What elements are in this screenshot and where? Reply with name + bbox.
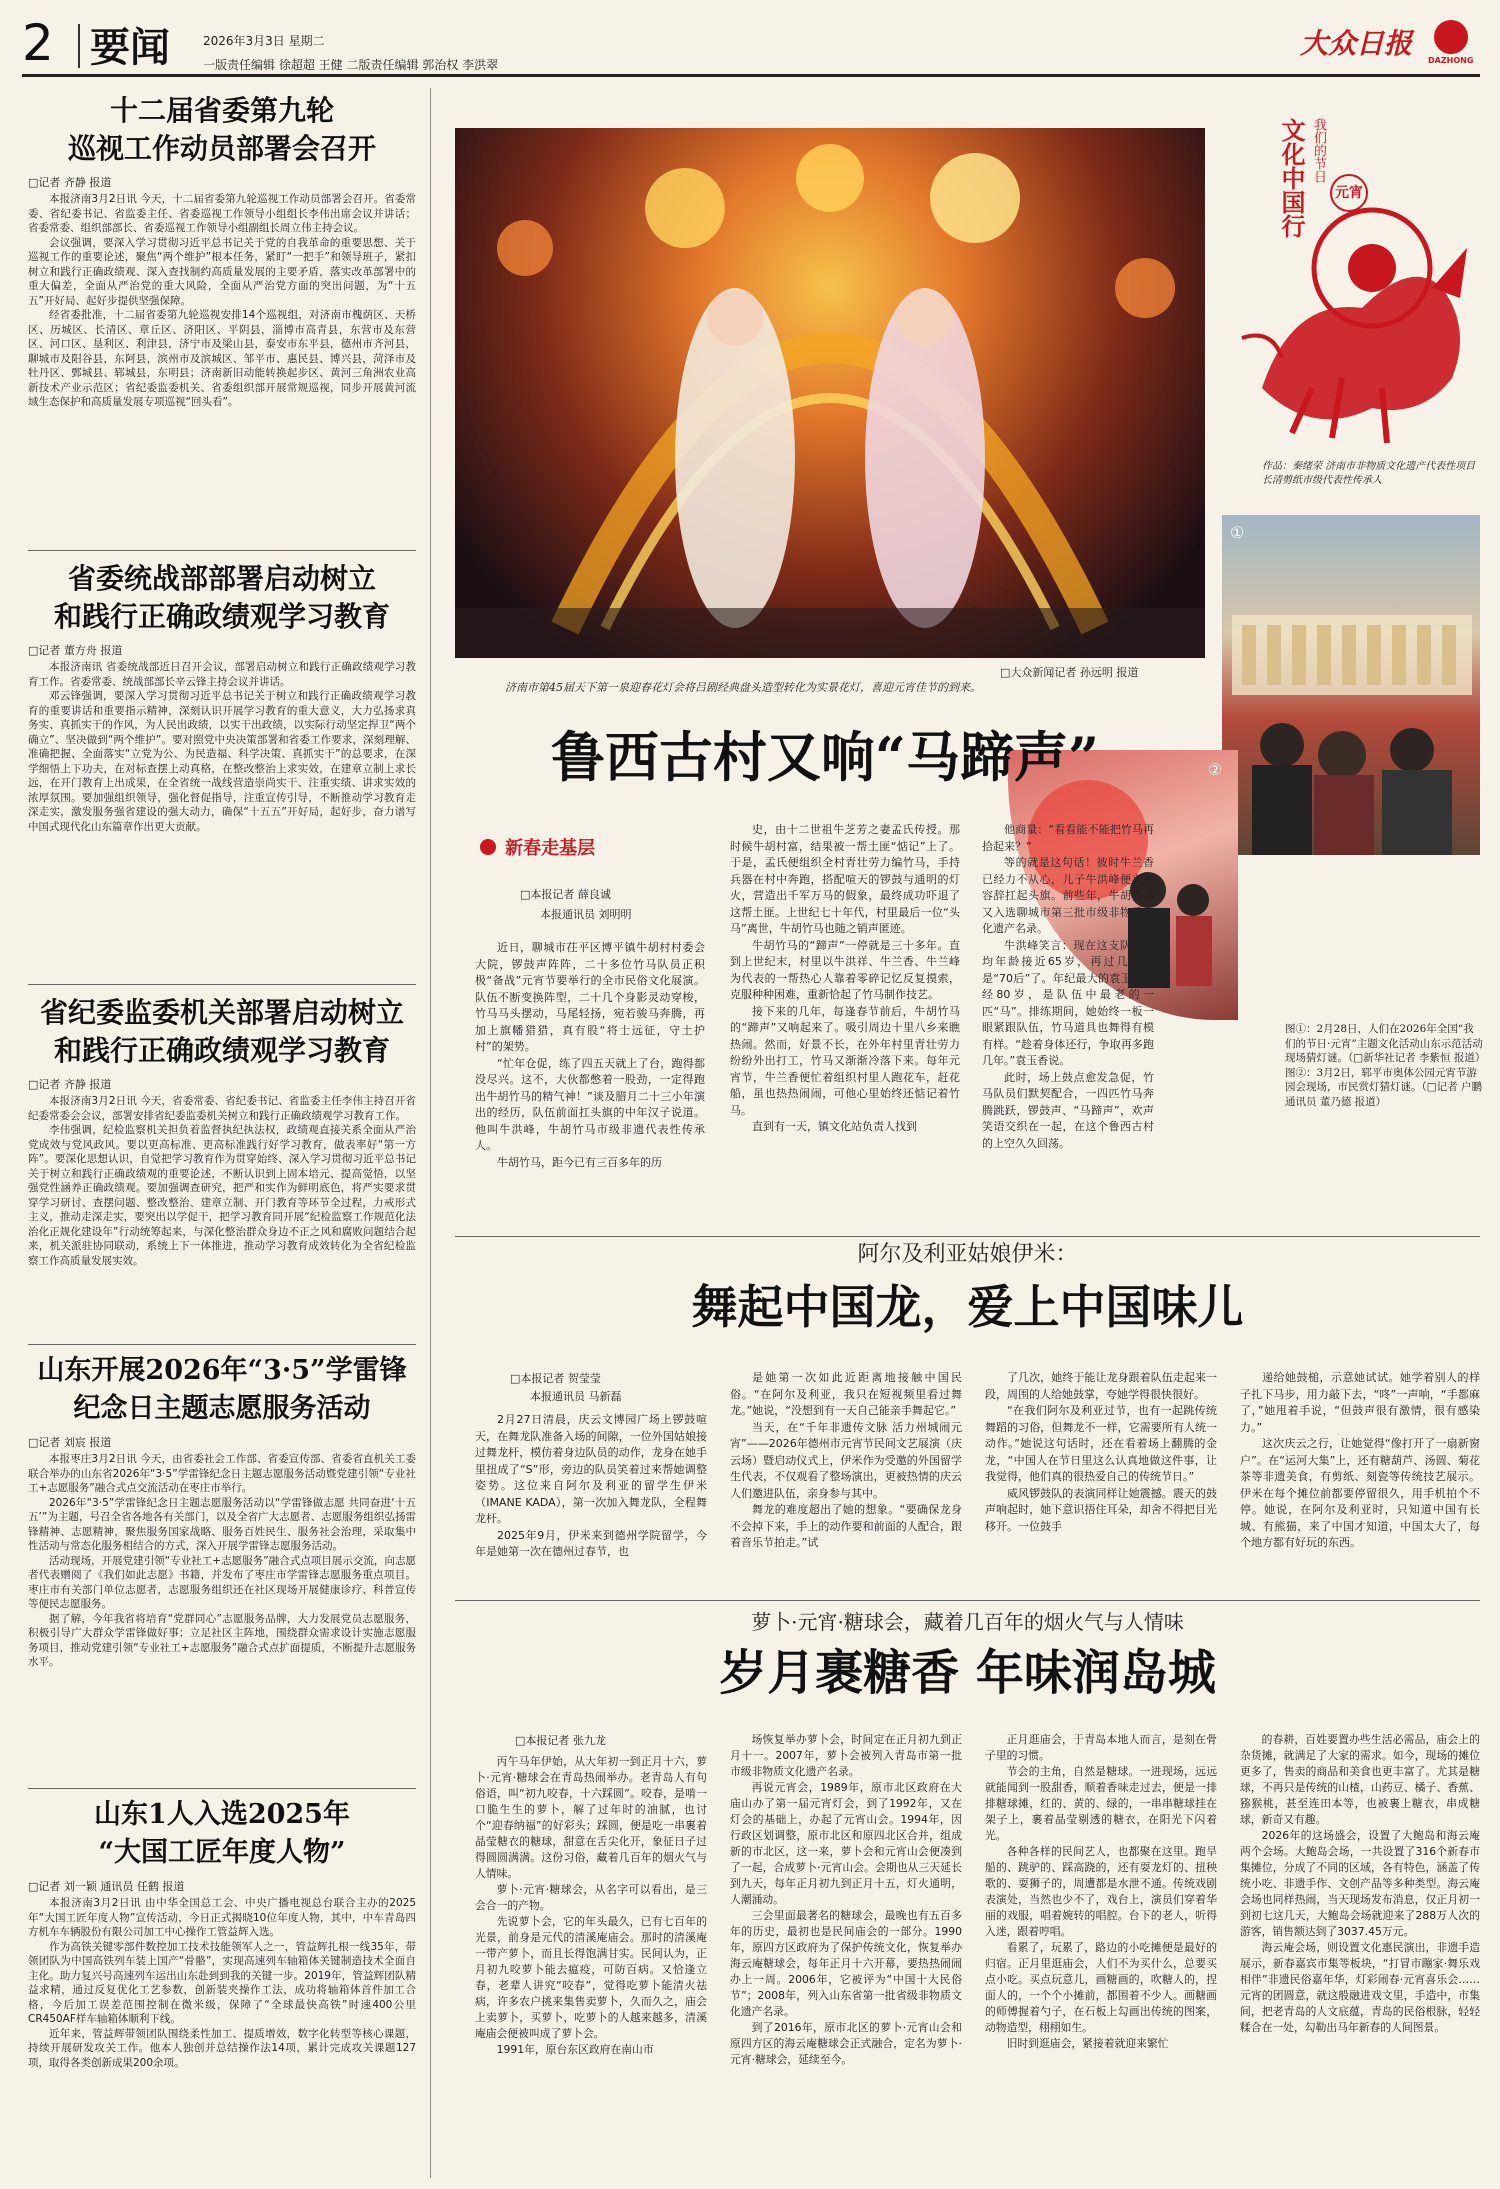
algeria-body-col3 — [985, 1370, 1217, 1535]
paragraph: 是她第一次如此近距离地接触中国民俗。“在阿尔及利亚，我只在短视频里看过舞龙。”她说，“没想到有一天自己能亲手舞起它。” — [730, 1371, 962, 1417]
paragraph: 场恢复举办萝卜会，时间定在正月初九到正月十一。2007年，萝卜会被列入青岛市第一批市级非物质文化遗产名录。 — [730, 1733, 962, 1778]
lantern-riddle-photo-1 — [1222, 515, 1480, 855]
section-divider — [28, 984, 416, 985]
article-body — [28, 660, 416, 834]
paragraph: 近日，聊城市茌平区博平镇牛胡村村委会大院，锣鼓声阵阵，二十多位竹马队员正积极“备战”元宵节要举行的全市民俗文化展演。队伍不断变换阵型，二十几个身影灵动穿梭，竹马马头摆动，马尾轻扬，宛若骏马奔腾，再加上旗幡猎猎，真有股“将士远征，守土护村”的架势。 — [475, 941, 705, 1053]
paragraph: 威风锣鼓队的表演同样让她震撼。震天的鼓声响起时，她下意识捂住耳朵，却舍不得把目光移开。一位鼓手 — [985, 1486, 1217, 1533]
lantern-riddle-caption: 图①：2月28日，人们在2026年全国“我们的节日·元宵”主题文化活动山东示范活动现场猜灯谜。（□新华社记者 李紫恒 报道）图②：3月2日，郓平市奥体公园元宵节游园会现场，市民赏灯猜灯谜。（□记者 户鹏 通讯员 董乃德 报道） — [1285, 1023, 1483, 1108]
paragraph: 2月27日清晨，庆云文博园广场上锣鼓喧天，在舞龙队准备入场的间隙，一位外国姑娘接过舞龙杆，模仿着身边队员的动作，龙身在她手里扭成了“S”形，旁边的队员笑着过来帮她调整姿势。这位来自阿尔及利亚的留学生伊米（IMANE KADA），第一次加入舞龙队，全程舞龙杆。 — [475, 1413, 707, 1525]
paragraph: “忙年仓促，练了四五天就上了台，跑得都没尽兴。这不，大伙都憋着一股劲，一定得跑出牛胡竹马的精气神！”谈及腊月二十三小年演出的经历，队伍前面扛头旗的中年汉子说道。他叫牛洪峰，牛胡竹马市级非遗代表性传承人。 — [475, 1056, 705, 1152]
byline: □记者 刘一颖 通讯员 任鹤 报道 — [28, 1880, 185, 1893]
paragraph: 2026年的这场盛会，设置了大鲍岛和海云庵两个会场。大鲍岛会场，一共设置了316个新春市集摊位，分成了不同的区域，各有特色，涵盖了传统小吃、非遗手作、文创产品等多种类型。海云庵会场也同样热闹，当天现场发布消息，仅正月初一到初七这几天，大鲍岛会场就迎来了288万人次的游客，销售额达到了3037.45万元。 — [1240, 1829, 1480, 1938]
paper-emblem-icon — [1434, 20, 1468, 54]
article-discipline — [28, 994, 416, 1268]
qingdao-headline: 岁月裹糖香 年味润岛城 — [719, 1645, 1216, 1701]
feature-byline-2: 本报通讯员 刘明明 — [540, 908, 632, 921]
article-united-front — [28, 560, 416, 834]
lantern-photo-credit: □大众新闻记者 孙远明 报道 — [1000, 666, 1139, 679]
papercut-panel — [1222, 118, 1482, 508]
feature-body-col3 — [982, 822, 1154, 1152]
paragraph: 直到有一天，镇文化站负责人找到 — [752, 1120, 917, 1133]
algeria-kicker: 阿尔及利亚姑娘伊米： — [857, 1242, 1078, 1267]
byline: □记者 齐静 报道 — [28, 176, 112, 189]
headline-line2: 和践行正确政绩观学习教育 — [53, 600, 390, 633]
section-divider — [28, 1788, 416, 1789]
paragraph: 丙午马年伊始，从大年初一到正月十六，萝卜·元宵·糖球会在青岛热闹举办。老青岛人有句俗语，叫“初九咬春，十六踩圆”。咬春，是啃一口脆生生的萝卜，解了过年时的油腻，也讨个“迎春纳福”的好彩头；踩圆，便是吃一串裹着晶莹糖衣的糖球，甜意在舌尖化开，象征日子过得圆圆满满。这份习俗，藏着几百年的烟火气与人情味。 — [475, 1755, 707, 1880]
paragraph: 节会的主角，自然是糖球。一进现场，远远就能闻到一股甜香，顺着香味走过去，便是一排排糖球摊，红的、黄的、绿的，一串串糖球挂在架子上，裹着晶莹剔透的糖衣，在阳光下闪着光。 — [985, 1765, 1217, 1842]
qingdao-body-col2 — [730, 1732, 962, 2068]
headline-line1: 山东1人入选2025年 — [94, 1799, 350, 1830]
lantern-photo-caption: 济南市第45届天下第一泉迎春花灯会将吕剧经典盘头造型转化为实景花灯，喜迎元宵佳节的到来。 — [505, 681, 981, 694]
article-body — [28, 1896, 416, 2070]
headline-line2: 纪念日主题志愿服务活动 — [73, 1393, 371, 1424]
section-divider — [455, 1236, 1480, 1237]
lantern-scene-illustration — [455, 128, 1205, 658]
byline: □记者 齐静 报道 — [28, 1078, 112, 1091]
paragraph: 本报济南3月2日讯 由中华全国总工会、中央广播电视总台联合主办的2025年“大国工匠年度人物”宣传活动，今日正式揭晓10位年度人物，其中，中车青岛四方机车车辆股份有限公司加工中心操作工管益辉入选。 — [28, 1897, 416, 1938]
headline-line2: 巡视工作动员部署会召开 — [67, 132, 376, 165]
paragraph: 当天，在“千年非遗传文脉 活力州城闹元宵”——2026年德州市元宵节民间文艺展演（庆云场）暨启动仪式上，伊米作为受邀的外国留学生代表，不仅观看了整场演出，更被热情的庆云人们邀进队伍，亲身参与其中。 — [730, 1420, 962, 1500]
masthead-divider — [78, 24, 80, 68]
paragraph: 到了2016年，原市北区的萝卜·元宵山会和原四方区的海云庵糖球会正式融合，定名为萝卜·元宵·糖球会，延续至今。 — [730, 2021, 962, 2066]
paragraph: 本报济南讯 省委统战部近日召开会议，部署启动树立和践行正确政绩观学习教育工作。省委常委、统战部部长辛云锋主持会议并讲话。 — [28, 661, 416, 688]
article-inspection — [28, 88, 416, 410]
paragraph: 接下来的几年，每逢春节前后，牛胡竹马的“蹄声”又响起来了。吸引周边十里八乡来瞧热闹。然而，好景不长，在外年村里青壮劳力纷纷外出打工，竹马又渐渐冷落下来。每年元宵节，牛兰香便忙着组织村里人跑花车，赶花船，虽也热热闹闹，可他心里始终还惦记着竹马。 — [730, 1004, 960, 1117]
paragraph: 他商量：“看看能不能把竹马再拾起来？” — [982, 823, 1154, 853]
paragraph: 旧时到逛庙会，紧接着就迎来繁忙 — [1006, 2037, 1169, 2050]
horse-papercut-illustration — [1222, 138, 1482, 448]
algeria-body-col4 — [1240, 1370, 1480, 1552]
feature-body-col2 — [730, 822, 960, 1136]
paragraph: 1991年，原台东区政府在南山市 — [496, 2043, 654, 2056]
paragraph: 正月逛庙会，于青岛本地人而言，是刻在骨子里的习惯。 — [985, 1733, 1217, 1762]
paper-name: 大众日报 — [1300, 27, 1413, 60]
page-number: 2 — [22, 14, 54, 72]
algeria-body-col2 — [730, 1370, 962, 1552]
paragraph: 邓云锋强调，要深入学习贯彻习近平总书记关于树立和践行正确政绩观学习教育的重要讲话和重要指示精神，深刻认识开展学习教育的重大意义，大力弘扬求真务实、真抓实干的作风，为人民出政绩，以实干出政绩，以实际行动坚定捍卫“两个确立”、坚决做到“两个维护”。要对照党中央决策部署和省委工作要求，深刻理解、准确把握、全面落实“立党为公、为民造福、科学决策、真抓实干”的总要求，在深学细悟上下功夫，在对标查摆上动真格，在整改整治上求实效，在建章立制上求长远，在开门教育上出成果，在全省统一战线营造崇尚实干、注重实绩、讲求实效的浓厚氛围。要加强组织领导，强化督促指导，注重宣传引导，不断推动学习教育走深走实，激发服务强省建设的强大动力，确保“十五五”开好局，起好步，奋力谱写中国式现代化山东篇章作出更大贡献。 — [28, 690, 416, 833]
paragraph: 李伟强调，纪检监察机关担负着监督执纪执法权，政绩观直接关系全面从严治党成效与党风政风。要以更高标准、更高标准践行好学习教育，做表率好“第一方阵”。要深化思想认识，自觉把学习教育作为贯穿始终、深入学习贯彻习近平总书记关于树立和践行正确政绩观的重要论述，不断认识到上固本培元、提高觉悟，以坚强党性涵养正确政绩观。要加强调查研究，把严和实作为鲜明底色，将严实要求贯穿学习研讨、查摆问题、整改整治、建章立制、开门教育等环节全过程，力戒形式主义，推动走深走实，要突出以学促干，把学习教育同开展“纪检监察工作规范化法治化正规化建设年”行动统筹起来，与深化整治群众身边不正之风和腐败问题结合起来，机关派驻协同联动，系统上下一体推进，推动学习教育成效转化为全省纪检监察工作高质量发展实效。 — [28, 1124, 416, 1267]
qingdao-body-col4 — [1240, 1732, 1480, 2036]
section-divider — [28, 1344, 416, 1345]
papercut-caption: 作品：秦绪荣 济南市非物质文化遗产代表性项目长清剪纸市级代表性传承人 — [1262, 461, 1476, 486]
column-badge-vertical-1: 我们的节日 — [1311, 118, 1326, 183]
headline-line1: 省委统战部部署启动树立 — [67, 562, 376, 595]
paragraph: 了几次，她终于能让龙身跟着队伍走起来一段，周围的人给她鼓掌，夸她学得很快很好。 — [985, 1371, 1217, 1401]
left-column — [28, 88, 416, 2183]
paragraph: 近年来，管益辉带领团队围绕柔性加工、提质增效，数字化转型等核心课题，持续开展研发攻关工作。他本人独创并总结操作法14项，累计完成攻关课题127项，取得各类创新成果200余项。 — [28, 2027, 416, 2069]
paragraph: 三会里面最著名的糖球会，最晚也有五百多年的历史，最初也是民间庙会的一部分。1990年，原四方区政府为了保护传统文化，恢复举办海云庵糖球会，每年正月十六开幕，要热热闹闹办上一周。2006年，它被评为“中国十大民俗节”；2008年，列入山东省第一批省级非物质文化遗产名录。 — [730, 1909, 962, 2018]
paragraph: 本报济南3月2日讯 今天，十二届省委第九轮巡视工作动员部署会召开。省委常委、省纪委书记、省监委主任、省委巡视工作领导小组组长李伟出席会议并讲话；省委常委、组织部部长、省委巡视工作领导小组副组长周立伟主持会议。 — [28, 193, 416, 234]
lantern-photo — [455, 128, 1205, 658]
paragraph: 先说萝卜会，它的年头最久，已有七百年的光景，前身是元代的清溪庵庙会。那时的清溪庵一带产萝卜，而且长得饱满甘实。民间认为，正月初九咬萝卜能去瘟疫，可防百病。又恰逢立春，老辈人讲究“咬春”，觉得吃萝卜能清火祛病，许多农户挑来集售卖萝卜，久而久之，庙会上卖萝卜，买萝卜，吃萝卜的人越来越多，清溪庵庙会便被叫成了萝卜会。 — [475, 1915, 707, 2040]
algeria-headline: 舞起中国龙，爱上中国味儿 — [691, 1280, 1244, 1334]
qingdao-byline: □本报记者 张九龙 — [515, 1734, 606, 1747]
paragraph: 牛胡竹马，距今已有三百多年的历 — [497, 1155, 662, 1169]
paragraph: 经省委批准，十二届省委第九轮巡视安排14个巡视组，对济南市槐荫区、天桥区、历城区、长清区、章丘区、济阳区、平阴县，淄博市高青县，东营市及东营区、河口区、垦利区、利津县，济宁市及梁山县，泰安市东平县，德州市齐河县，聊城市及阳谷县，东阿县，滨州市及滨城区、邹平市、惠民县、博兴县，菏泽市及牡丹区、鄄城县、郓城县，东明县；济南新旧动能转换起步区、黄河三角洲农业高新技术产业示范区；省纪委监委机关、省委组织部开展常规巡视，同步开展黄河流域生态保护和高质量发展专项巡视“回头看”。 — [28, 309, 416, 408]
paragraph: 会议强调，要深入学习贯彻习近平总书记关于党的自我革命的重要思想、关于巡视工作的重要论述，聚焦“两个维护”根本任务，紧盯“一把手”和领导班子，紧扣树立和践行正确政绩观、深入查找制约高质量发展的主要矛盾，落实改革部署中的重大偏差，全面从严治党的重大风险，全面从严治党方面的突出问题，为“十五五”开好局、起好步提供坚强保障。 — [28, 236, 416, 307]
algeria-byline-1: □本报记者 贺莹莹 — [510, 1372, 601, 1385]
paragraph: 牛胡竹马的“蹄声”一停就是三十多年。直到上世纪末，村里以牛洪祥、牛兰香、牛兰峰为代表的一帮热心人靠着零碎记忆反复摸索，克服种种困难，重新恰起了竹马制作技艺。 — [730, 938, 960, 1001]
feature-headline: 鲁西古村又响“马蹄声” — [550, 725, 1100, 789]
headline-line2: “大国工匠年度人物” — [98, 1837, 346, 1868]
paragraph: 此时，场上鼓点愈发急促，竹马队员们默契配合，一四匹竹马奔腾跳跃，锣鼓声、“马蹄声”，欢声笑语交织在一起，在这个鲁西古村的上空久久回荡。 — [982, 1070, 1154, 1150]
issue-date: 2026年3月3日 星期二 — [203, 34, 325, 48]
paper-latin: DAZHONG — [1428, 56, 1474, 65]
algeria-body-col1 — [475, 1412, 707, 1561]
paragraph: 舞龙的难度超出了她的想象。“要确保龙身不会掉下来，手上的动作要和前面的人配合，跟着音乐节拍走。”试 — [730, 1503, 962, 1549]
algeria-byline-2: 本报通讯员 马新磊 — [530, 1390, 622, 1403]
feature-byline-1: □本报记者 薛良诚 — [520, 888, 611, 901]
circle-number-2: ② — [1208, 760, 1223, 779]
qingdao-body-col3 — [985, 1732, 1217, 2052]
paragraph: 海云庵会场，则设置文化惠民演出，非遗手造展示，新春嘉宾市集等板块，“打冒市蹦家·舞乐戏相伴”非遗民俗嘉年华，灯彩闹春·元宵喜乐会……元宵的团圆意，就这般融进戏文里，手造中，市集间，把老青岛的人文底蕴，青岛的民俗根脉，轻轻糅合在一处，勾勒出马年新春的人间图景。 — [1240, 1941, 1480, 2034]
paragraph: 这次庆云之行，让她觉得“像打开了一扇新窗户”。在“运河大集”上，还有糖葫芦、汤圆、菊花茶等非遗美食，有剪纸、刻瓷等传统技艺展示。伊米在每个摊位前都要停留很久，用手机拍个不停。她说，在阿尔及利亚时，只知道中国有长城、有熊猫，来了中国才知道，中国太大了，每个地方都有好玩的东西。 — [1240, 1437, 1480, 1549]
paragraph: 2026年“3·5”学雷锋纪念日主题志愿服务活动以“学雷锋做志愿 共同奋进‘十五五’”为主题，号召全省各地各有关部门，以及全省广大志愿者、志愿服务组织弘扬雷锋精神、志愿精神，聚焦服务国家战略、服务百姓民生、服务社会治理，采取集中性活动与常态化服务相结合的方式，深入开展学雷锋志愿服务活动。 — [28, 1496, 416, 1552]
paragraph: 作为高铁关键零部件数控加工技术技能领军人之一，管益辉扎根一线35年，带领团队为中国高铁列车装上国产“骨骼”，实现高速列车轴箱体关键制造技术全面自主化。助力复兴号高速列车运出山东赴到到我的关键一步。2019年，管益辉团队精益求精，通过反复优化工艺参数，创新装夹操作工法，成功将轴箱体首件加工合格，今后加工误差范围控制在微米级，保障了“全球最快高铁”时速400公里CR450AF样车轴箱体顺利下线。 — [28, 1940, 416, 2025]
qingdao-kicker: 萝卜·元宵·糖球会，藏着几百年的烟火气与人情味 — [751, 1610, 1184, 1634]
paragraph: 等的就是这句话！彼时牛兰香已经力不从心，儿子牛洪峰便义不容辞扛起头旗。前些年，牛胡竹马又入选聊城市第三批市级非物质文化遗产名录。 — [982, 856, 1154, 935]
section-name: 要闻 — [90, 24, 170, 71]
article-body — [28, 1094, 416, 1268]
byline: □记者 董方舟 报道 — [28, 644, 123, 657]
paragraph: 递给她鼓槌，示意她试试。她学着别人的样子扎下马步，用力敲下去，“咚”一声响，“手都麻了，”她甩着手说，“但鼓声很有激情，很有感染力。” — [1240, 1371, 1480, 1434]
masthead — [0, 0, 1500, 78]
section-divider — [455, 1600, 1480, 1601]
paragraph: 2025年9月，伊米来到德州学院留学，今年是她第一次在德州过春节，也 — [475, 1528, 707, 1558]
headline-line1: 十二届省委第九轮 — [109, 94, 334, 127]
article-body — [28, 192, 416, 410]
paragraph: 各种各样的民间艺人，也都聚在这里。跑旱船的、跳驴的、踩高跷的，还有耍龙灯的、扭秧歌的、耍狮子的，周遭都是水泄不通。传统戏剧表演处，当然也少不了，戏台上，演员们穿着华丽的戏服，唱着婉转的唱腔。台下的老人，听得入迷，跟着哼唱。 — [985, 1845, 1217, 1938]
column-divider — [430, 88, 431, 2178]
paragraph: 再说元宵会，1989年，原市北区政府在大庙山办了第一届元宵灯会，到了1992年，又在灯会的基础上，办起了元宵山会。1994年，因行政区划调整，原市北区和原四北区合并，组成新的市北区，这一来，萝卜会和元宵山会便凑到了一起，合成萝卜·元宵山会。会期也从三天延长到九天，每年正月初九到正月十五，灯火通明，人潮涌动。 — [730, 1781, 962, 1906]
section-divider — [28, 550, 416, 551]
article-craftsman — [28, 1796, 416, 2070]
paragraph: 的春耕，百姓要置办些生活必需品，庙会上的杂货摊，就满足了大家的需求。如今，现场的摊位更多了，售卖的商品和美食也更丰富了。尤其是糖球，不再只是传统的山楂，山药豆、橘子、香蕉、猕猴桃，甚至连田本等，也被裹上糖衣，串成糖球，新奇又有趣。 — [1240, 1733, 1480, 1826]
paragraph: 萝卜·元宵·糖球会，从名字可以看出，是三会合一的产物。 — [475, 1883, 707, 1912]
headline-line2: 和践行正确政绩观学习教育 — [53, 1034, 390, 1067]
qingdao-body-col1 — [475, 1754, 707, 2058]
kicker-label: 新春走基层 — [505, 838, 596, 859]
paragraph: 本报济南3月2日讯 今天，省委常委、省纪委书记、省监委主任李伟主持召开省纪委常委会会议，部署安排省纪委监委机关树立和践行正确政绩观学习教育工作。 — [28, 1095, 416, 1122]
byline: □记者 刘宸 报道 — [28, 1436, 112, 1449]
paper-logo — [1300, 18, 1480, 68]
riddle-crowd-illustration — [1222, 515, 1480, 855]
paragraph: 牛洪峰笑言：现在这支队伍平均年龄接近65岁，再过几年就是“70后”了。年纪最大的袁玉香已经80岁，是队伍中最老的一匹“马”。排练期间，她始终一板一眼紧跟队伍，竹马道具也舞得有模有样。“趁着身体还行，争取再多跑几年。”袁玉香说。 — [982, 938, 1154, 1067]
paragraph: “在我们阿尔及利亚过节，也有一起跳传统舞蹈的习俗，但舞龙不一样，它需要所有人统一动作。”她说这句话时，还在看着场上翻腾的金龙，“中国人在节日里这么认真地做这件事，让我觉得，他们真的很热爱自己的传统节日。” — [985, 1404, 1217, 1483]
paragraph: 史，由十二世祖牛芝芳之妻孟氏传授。那时候牛胡村富，结果被一帮土匪“惦记”上了。于是，孟氏便组织全村青壮劳力编竹马，手持兵器在村中奔跑，搭配喧天的锣鼓与通明的灯火，营造出千军万马的假象，最终成功吓退了这帮土匪。上世纪七十年代，村里最后一位“头马”离世，牛胡竹马也随之销声匿迹。 — [730, 823, 960, 935]
paragraph: 活动现场，开展党建引领“专业社工+志愿服务”融合式点项目展示交流，向志愿者代表赠阅了《我们如此志愿》书籍，并发布了枣庄市学雷锋志愿服务重点项目。枣庄市有关部门单位志愿者，志愿服务组织还在社区现场开展健康诊疗、科普宣传等便民志愿服务。 — [28, 1554, 416, 1610]
headline-line1: 省纪委监委机关部署启动树立 — [39, 996, 404, 1029]
feature-body-col1 — [475, 940, 705, 1171]
yuanxiao-badge: 元宵 — [1330, 174, 1368, 212]
column-badge-vertical-2: 文化中国行 — [1277, 118, 1306, 238]
editors-line: 一版责任编辑 徐超超 王健 二版责任编辑 郭治权 李洪翠 — [203, 58, 499, 72]
flower-icon — [480, 839, 496, 855]
circle-number-1: ① — [1230, 523, 1245, 542]
feature-kicker — [480, 834, 650, 866]
headline-line1: 山东开展2026年“3·5”学雷锋 — [37, 1355, 407, 1386]
paragraph: 看累了，玩累了，路边的小吃摊便是最好的归宿。正月里逛庙会，人们不为买什么，总要买点小吃。买点玩意儿，画糖画的，吹糖人的，捏面人的，一个个小摊前，都围着不少人。画糖画的师傅握着勺子，在石板上勾画出传统的图案，动物造型，栩栩如生。 — [985, 1941, 1217, 2034]
paragraph: 据了解，今年我省将培育“党群同心”志愿服务品牌，大力发展党员志愿服务，积极引导广大群众学雷锋做好事；立足社区主阵地，围绕群众需求设计实施志愿服务项目，推动党建引领“专业社工+志愿服务”融合式点扩面提质，不断提升志愿服务水平。 — [28, 1612, 416, 1668]
article-lei-feng — [28, 1352, 416, 1670]
article-body — [28, 1452, 416, 1670]
masthead-rule — [22, 74, 1480, 77]
paragraph: 本报枣庄3月2日讯 今天，由省委社会工作部、省委宣传部、省委省直机关工委联合举办的山东省2026年“3·5”学雷锋纪念日主题志愿服务活动暨党建引领“专业社工+志愿服务”融合式点交流活动在枣庄市举行。 — [28, 1453, 416, 1494]
